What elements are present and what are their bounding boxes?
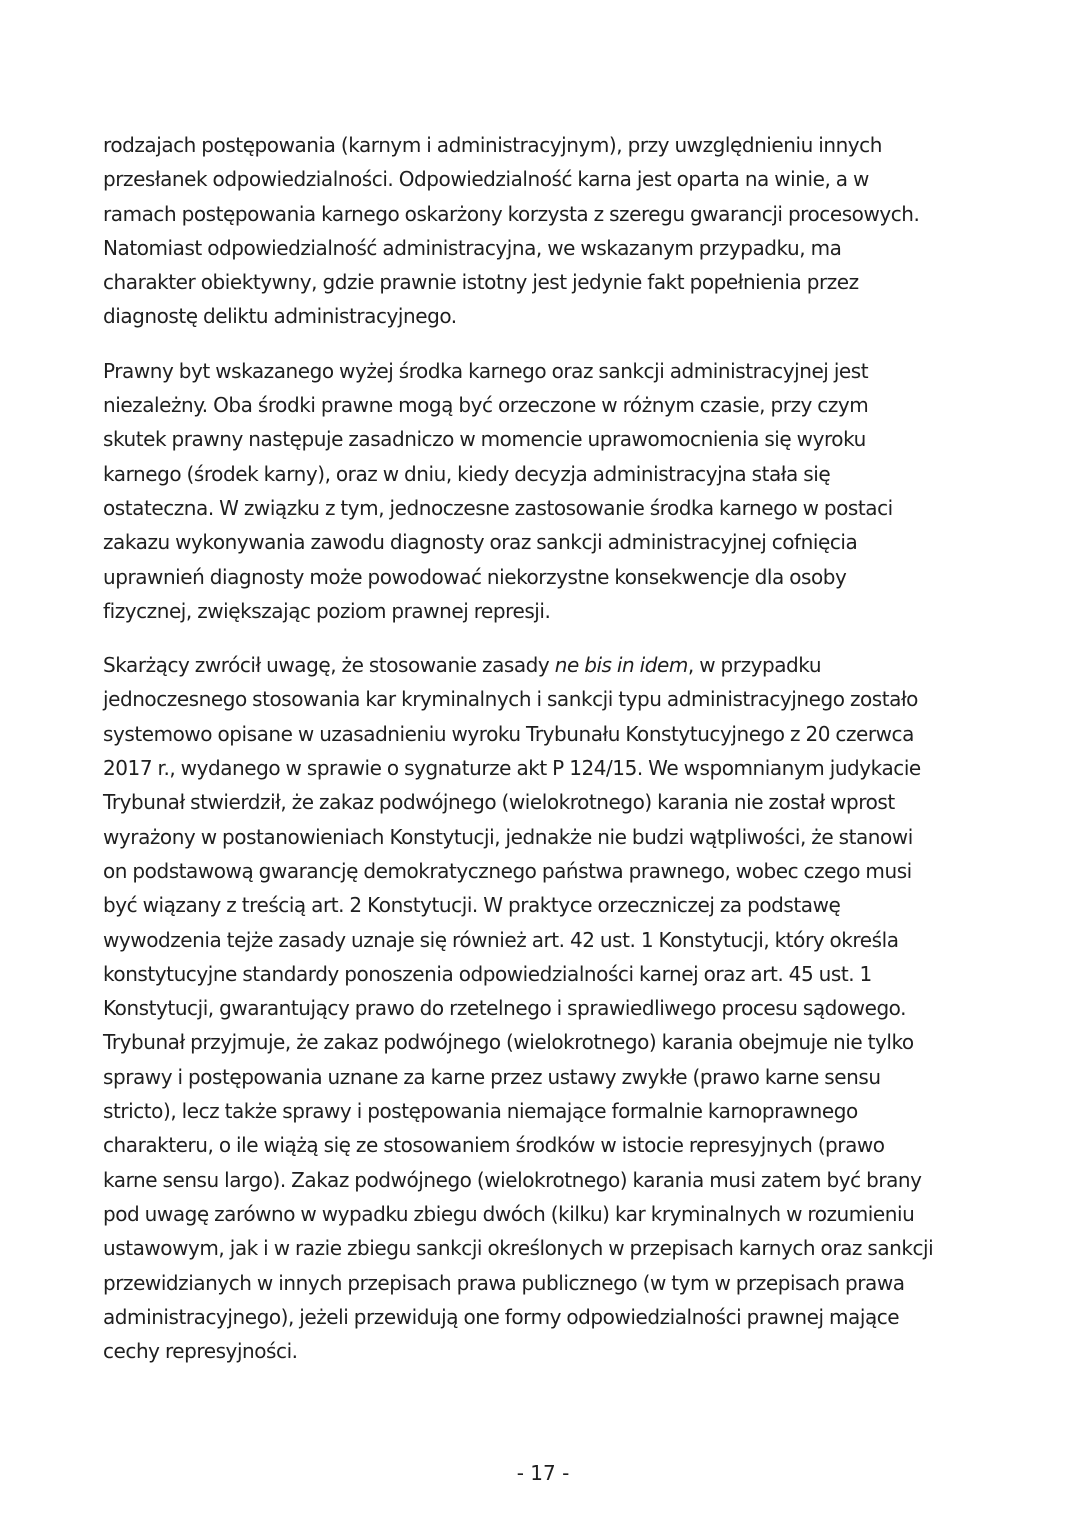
latin-phrase: ne bis in idem [554,653,688,678]
text-line: ustawowym, jak i w razie zbiegu sankcji określonych w przepisach karnych oraz sankcji [103,1236,934,1261]
text-line: Trybunał stwierdził, że zakaz podwójnego (wielokrotnego) karania nie został wprost [103,790,895,815]
paragraph-3 [103,648,983,1368]
text-line: ramach postępowania karnego oskarżony korzysta z szeregu gwarancji procesowych. [103,201,920,226]
text-line: zakazu wykonywania zawodu diagnosty oraz sankcji administracyjnej cofnięcia [103,530,858,555]
page-number: - 17 - [516,1461,570,1485]
text-line: jednoczesnego stosowania kar kryminalnych i sankcji typu administracyjnego zostało [103,687,918,712]
text-line: wyrażony w postanowieniach Konstytucji, jednakże nie budzi wątpliwości, że stanowi [103,824,913,849]
text-line: wywodzenia tejże zasady uznaje się również art. 42 ust. 1 Konstytucji, który określa [103,927,899,952]
text-line: Natomiast odpowiedzialność administracyjna, we wskazanym przypadku, ma [103,235,842,260]
text-line: Prawny byt wskazanego wyżej środka karnego oraz sankcji administracyjnej jest [103,358,869,383]
text-line: konstytucyjne standardy ponoszenia odpowiedzialności karnej oraz art. 45 ust. 1 [103,961,872,986]
text-line: przewidzianych w innych przepisach prawa publicznego (w tym w przepisach prawa [103,1270,905,1295]
text-line: systemowo opisane w uzasadnieniu wyroku Trybunału Konstytucyjnego z 20 czerwca [103,721,914,746]
paragraph-1 [103,128,983,334]
text-line: sprawy i postępowania uznane za karne przez ustawy zwykłe (prawo karne sensu [103,1064,881,1089]
text-line: Trybunał przyjmuje, że zakaz podwójnego (wielokrotnego) karania obejmuje nie tylko [103,1030,914,1055]
text-line: charakteru, o ile wiążą się ze stosowaniem środków w istocie represyjnych (prawo [103,1133,885,1158]
text-line: ostateczna. W związku z tym, jednoczesne zastosowanie środka karnego w postaci [103,495,893,520]
text-line: pod uwagę zarówno w wypadku zbiegu dwóch (kilku) kar kryminalnych w rozumieniu [103,1201,915,1226]
text-line: uprawnień diagnosty może powodować niekorzystne konsekwencje dla osoby [103,564,847,589]
text-line: skutek prawny następuje zasadniczo w momencie uprawomocnienia się wyroku [103,427,866,452]
text-line: przesłanek odpowiedzialności. Odpowiedzialność karna jest oparta na winie, a w [103,167,869,192]
text-line: cechy represyjności. [103,1339,298,1364]
text-line: karnego (środek karny), oraz w dniu, kiedy decyzja administracyjna stała się [103,461,831,486]
text-line: on podstawową gwarancję demokratycznego państwa prawnego, wobec czego musi [103,858,912,883]
text-line: diagnostę deliktu administracyjnego. [103,304,457,329]
text-line: niezależny. Oba środki prawne mogą być orzeczone w różnym czasie, przy czym [103,393,869,418]
text-line: Skarżący zwrócił uwagę, że stosowanie zasady ne bis in idem, w przypadku [103,653,822,678]
text-line: charakter obiektywny, gdzie prawnie istotny jest jedynie fakt popełnienia przez [103,270,859,295]
text-line: karne sensu largo). Zakaz podwójnego (wielokrotnego) karania musi zatem być brany [103,1167,922,1192]
text-line: stricto), lecz także sprawy i postępowania niemające formalnie karnoprawnego [103,1099,858,1124]
document-body [103,128,983,1388]
text-line: fizycznej, zwiększając poziom prawnej represji. [103,598,551,623]
text-line: 2017 r., wydanego w sprawie o sygnaturze akt P 124/15. We wspomnianym judykacie [103,756,921,781]
paragraph-2 [103,354,983,628]
text-line: administracyjnego), jeżeli przewidują one formy odpowiedzialności prawnej mające [103,1304,900,1329]
text-line: być wiązany z treścią art. 2 Konstytucji. W praktyce orzeczniczej za podstawę [103,893,841,918]
text-line: rodzajach postępowania (karnym i administracyjnym), przy uwzględnieniu innych [103,133,882,157]
text-line: Konstytucji, gwarantujący prawo do rzetelnego i sprawiedliwego procesu sądowego. [103,996,907,1021]
